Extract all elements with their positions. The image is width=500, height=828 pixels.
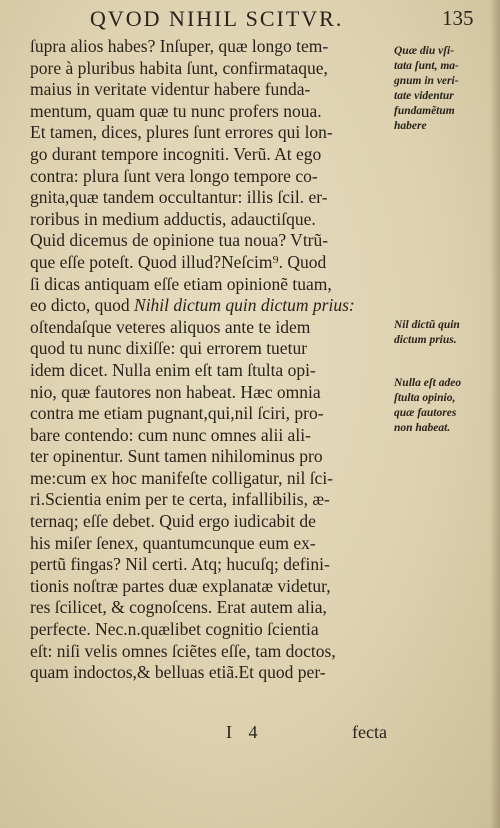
running-header	[28, 6, 478, 36]
catchword: fecta	[352, 722, 387, 742]
text-line: res ſcilicet, & cognoſcens. Erat autem alia,	[30, 597, 327, 618]
text-line: his miſer ſenex, quantumcunque eum ex-	[30, 532, 316, 553]
text-line: Et tamen, dices, plures ſunt errores qui lon-	[30, 122, 333, 143]
note-line: Quæ diu vſi-	[394, 45, 455, 57]
note-line: non habeat.	[394, 422, 451, 434]
text-line: pore à pluribus habita ſunt, confirmataque,	[30, 57, 328, 78]
note-line: fundamẽtum	[394, 105, 455, 117]
text-line: maius in veritate videntur habere funda-	[30, 79, 311, 100]
margin-note	[394, 318, 498, 348]
text-line: tionis noſtræ partes duæ explanatæ videtur,	[30, 575, 331, 596]
text-line-with-quotation	[30, 295, 390, 317]
note-line: tate videntur	[394, 90, 454, 102]
text-line: Quid dicemus de opinione tua noua? Vtrũ-	[30, 230, 329, 251]
note-line: gnum in veri-	[394, 75, 459, 87]
signature-mark: I 4	[226, 722, 264, 742]
page-footer	[30, 722, 390, 746]
text-line: mentum, quam quæ tu nunc profers noua.	[30, 100, 322, 121]
text-line: ternaq; eſſe debet. Quid ergo iudicabit de	[30, 511, 316, 532]
text-line: eſt: niſi velis omnes ſciẽtes eſſe, tam doctos,	[30, 640, 336, 661]
text-line: oſtendaſque veteres aliquos ante te idem	[30, 316, 311, 337]
italic-quotation: Nihil dictum quin dictum prius:	[134, 295, 355, 316]
running-title: QVOD NIHIL SCITVR.	[90, 6, 344, 31]
note-line: habere	[394, 120, 427, 132]
margin-note	[394, 44, 498, 134]
text-line: ſi dicas antiquam eſſe etiam opinionẽ tuam,	[30, 273, 332, 294]
text-line: bare contendo: cum nunc omnes alii ali-	[30, 424, 311, 445]
text-fragment: eo dicto, quod	[30, 295, 135, 316]
text-line: ſupra alios habes? Inſuper, quæ longo tem-	[30, 36, 329, 56]
note-line: Nil dictũ quin	[394, 319, 460, 331]
text-line: pertũ fingas? Nil certi. Atq; hucuſq; defini-	[30, 554, 330, 575]
text-line: contra: plura ſunt vera longo tempore co-	[30, 165, 318, 186]
text-line: quod tu nunc dixiſſe: qui errorem tuetur	[30, 338, 308, 359]
text-line: roribus in medium adductis, adauctiſque.	[30, 208, 316, 229]
note-line: quæ fautores	[394, 407, 457, 419]
note-line: dictum prius.	[394, 334, 457, 346]
text-line: que eſſe poteſt. Quod illud?Neſcim⁹. Quod	[30, 251, 327, 272]
note-line: Nulla eſt adeo	[394, 377, 462, 389]
page-edge-shadow	[490, 0, 500, 828]
text-line: gnita,quæ tandem occultantur: illis ſcil. er-	[30, 187, 328, 208]
note-line: ſtulta opinio,	[394, 392, 456, 404]
text-line: nio, quæ fautores non habeat. Hæc omnia	[30, 381, 321, 402]
text-line: contra me etiam pugnant,qui,nil ſciri, pro-	[30, 403, 324, 424]
text-line: ter opinentur. Sunt tamen nihilominus pro	[30, 446, 323, 467]
text-line: me:cum ex hoc manifeſte colligatur, nil ſci-	[30, 467, 334, 488]
page-number: 135	[442, 6, 474, 30]
text-line: idem dicet. Nulla enim eſt tam ſtulta opi-	[30, 359, 316, 380]
main-text-block	[30, 36, 390, 684]
margin-note	[394, 376, 498, 436]
text-line: go durant tempore incogniti. Verũ. At ego	[30, 143, 322, 164]
text-line: ri.Scientia enim per te certa, infallibilis, æ-	[30, 489, 330, 510]
note-line: tata ſunt, ma-	[394, 60, 459, 72]
text-line: perfecte. Nec.n.quælibet cognitio ſcientia	[30, 619, 319, 640]
text-line: quam indoctos,& belluas etiã.Et quod per-	[30, 662, 326, 683]
